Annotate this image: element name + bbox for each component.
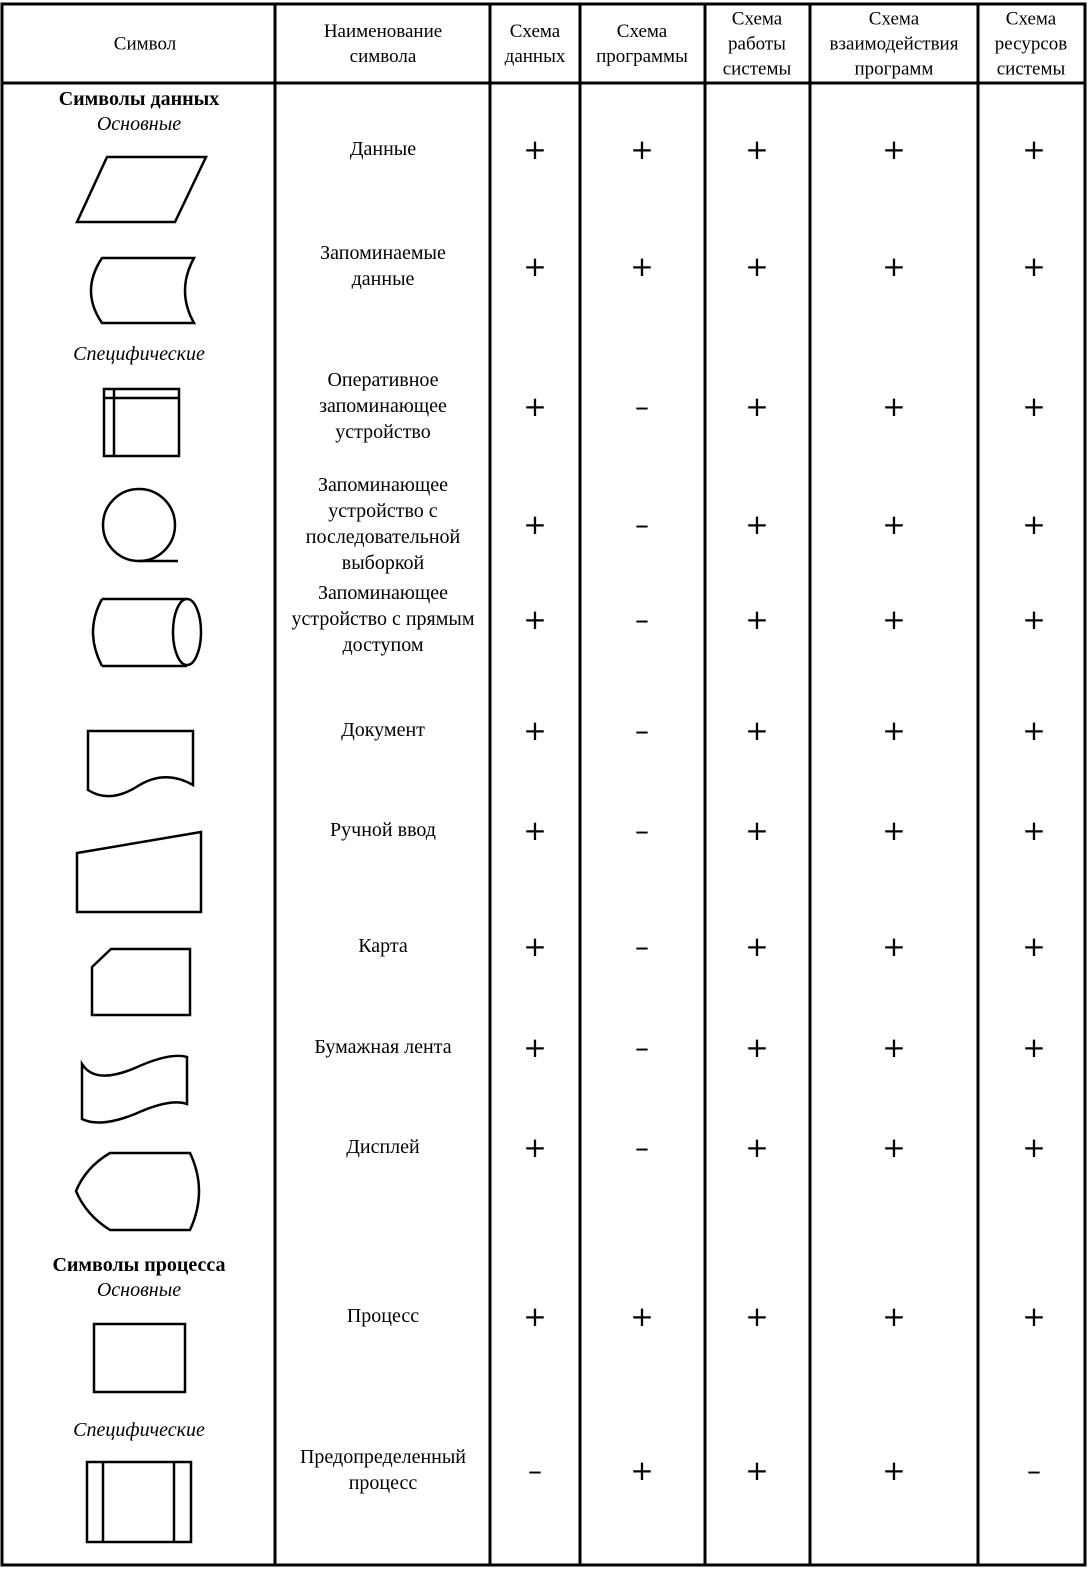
header-data-scheme bbox=[505, 19, 566, 69]
not-applicable-mark: – bbox=[635, 814, 649, 847]
applicable-mark: + bbox=[882, 1131, 906, 1164]
symbol-name-line: устройство с bbox=[328, 500, 438, 522]
applicable-mark: + bbox=[882, 714, 906, 747]
symbol-name-line: Предопределенный bbox=[299, 1446, 467, 1468]
section-process-basic: Основные bbox=[96, 1279, 182, 1301]
applicable-mark: + bbox=[882, 814, 906, 847]
not-applicable-mark: – bbox=[635, 390, 649, 423]
applicable-mark: + bbox=[745, 133, 769, 166]
applicable-mark: + bbox=[882, 508, 906, 541]
applicable-mark: + bbox=[745, 1131, 769, 1164]
applicable-mark: + bbox=[745, 508, 769, 541]
applicable-mark: + bbox=[745, 1454, 769, 1487]
applicable-mark: + bbox=[745, 814, 769, 847]
applicable-mark: + bbox=[523, 133, 547, 166]
not-applicable-mark: – bbox=[635, 1031, 649, 1064]
symbol-name-line: доступом bbox=[342, 634, 424, 656]
symbol-name bbox=[341, 717, 425, 743]
applicable-mark: + bbox=[745, 250, 769, 283]
manual-input-icon bbox=[77, 832, 201, 912]
applicable-mark: + bbox=[523, 814, 547, 847]
symbol-name-line: Дисплей bbox=[346, 1136, 420, 1158]
applicable-mark: + bbox=[1022, 814, 1046, 847]
not-applicable-mark: – bbox=[528, 1454, 542, 1487]
symbol-name bbox=[291, 580, 474, 658]
applicable-mark: + bbox=[1022, 1031, 1046, 1064]
applicable-mark: + bbox=[1022, 1300, 1046, 1333]
symbol-name-line: выборкой bbox=[341, 552, 425, 574]
header-line: Схема bbox=[509, 21, 561, 42]
symbol-name-line: процесс bbox=[348, 1472, 418, 1494]
symbol-name-line: устройство bbox=[335, 421, 431, 443]
symbol-name-line: Бумажная лента bbox=[314, 1036, 452, 1058]
predefined-process-icon bbox=[87, 1462, 191, 1542]
header-line: данных bbox=[504, 46, 566, 67]
header-line: Схема bbox=[1005, 8, 1057, 30]
applicable-mark: + bbox=[630, 133, 654, 166]
symbol-name bbox=[320, 240, 446, 292]
symbol-name-line: устройство с прямым bbox=[291, 608, 475, 630]
header-line: Схема bbox=[616, 21, 668, 42]
applicable-mark: + bbox=[882, 1031, 906, 1064]
applicable-mark: + bbox=[1022, 930, 1046, 963]
applicable-mark: + bbox=[1022, 390, 1046, 423]
process-icon bbox=[94, 1324, 185, 1392]
applicable-mark: + bbox=[745, 930, 769, 963]
applicable-mark: + bbox=[882, 1454, 906, 1487]
sequential-access-storage-icon bbox=[103, 489, 178, 561]
header-name-line: Наименование bbox=[323, 21, 443, 42]
applicable-mark: + bbox=[745, 603, 769, 636]
applicable-mark: + bbox=[1022, 133, 1046, 166]
symbol-name-line: Запоминаемые bbox=[320, 242, 446, 264]
applicable-mark: + bbox=[882, 250, 906, 283]
symbol-name bbox=[350, 136, 416, 162]
symbol-name-line: запоминающее bbox=[319, 395, 447, 417]
applicable-mark: + bbox=[523, 930, 547, 963]
parallelogram-icon bbox=[77, 157, 206, 222]
applicable-mark: + bbox=[523, 508, 547, 541]
symbol-name-line: Документ bbox=[341, 719, 425, 741]
applicable-mark: + bbox=[523, 390, 547, 423]
applicable-mark: + bbox=[630, 1454, 654, 1487]
internal-storage-icon bbox=[104, 389, 179, 456]
header-line: работы bbox=[728, 33, 786, 55]
applicable-mark: + bbox=[745, 714, 769, 747]
header-system-resources-scheme bbox=[995, 7, 1068, 82]
symbol-name-line: данные bbox=[351, 268, 415, 290]
applicable-mark: + bbox=[882, 390, 906, 423]
section-process-title: Символы процесса bbox=[52, 1254, 226, 1276]
applicable-mark: + bbox=[882, 1300, 906, 1333]
symbol-name-line: Запоминающее bbox=[317, 474, 448, 496]
stored-data-icon bbox=[91, 258, 194, 323]
section-data-basic: Основные bbox=[96, 113, 182, 135]
applicable-mark: + bbox=[523, 603, 547, 636]
applicable-mark: + bbox=[1022, 603, 1046, 636]
direct-access-storage-icon bbox=[93, 599, 201, 666]
applicable-mark: + bbox=[1022, 1131, 1046, 1164]
header-line: ресурсов bbox=[994, 33, 1068, 55]
header-line: взаимодействия bbox=[829, 33, 959, 55]
paper-tape-icon bbox=[82, 1056, 187, 1123]
symbol-name-line: Ручной ввод bbox=[330, 819, 436, 841]
header-line: Схема bbox=[868, 8, 920, 30]
header-line: программ bbox=[854, 58, 934, 80]
not-applicable-mark: – bbox=[635, 508, 649, 541]
card-icon bbox=[92, 949, 190, 1015]
not-applicable-mark: – bbox=[1027, 1454, 1041, 1487]
symbol-name bbox=[347, 1303, 419, 1329]
applicable-mark: + bbox=[523, 250, 547, 283]
section-data-specific: Специфические bbox=[73, 343, 205, 365]
applicable-mark: + bbox=[630, 250, 654, 283]
header-system-work-scheme bbox=[723, 7, 792, 82]
applicable-mark: + bbox=[1022, 508, 1046, 541]
not-applicable-mark: – bbox=[635, 930, 649, 963]
symbol-name-line: Карта bbox=[358, 935, 408, 957]
header-symbol-name bbox=[324, 19, 442, 69]
header-line: системы bbox=[996, 58, 1066, 80]
symbol-name bbox=[306, 472, 461, 576]
symbol-name-line: Запоминающее bbox=[318, 582, 448, 604]
symbol-name-line: Данные bbox=[349, 138, 417, 160]
applicable-mark: + bbox=[523, 714, 547, 747]
applicable-mark: + bbox=[745, 1300, 769, 1333]
not-applicable-mark: – bbox=[635, 603, 649, 636]
document-icon bbox=[88, 731, 193, 796]
symbol-name bbox=[358, 933, 408, 959]
applicable-mark: + bbox=[882, 133, 906, 166]
applicable-mark: + bbox=[1022, 714, 1046, 747]
applicable-mark: + bbox=[523, 1300, 547, 1333]
applicable-mark: + bbox=[1022, 250, 1046, 283]
applicable-mark: + bbox=[523, 1131, 547, 1164]
applicable-mark: + bbox=[745, 1031, 769, 1064]
symbol-name bbox=[314, 1034, 451, 1060]
header-line: программы bbox=[596, 46, 688, 67]
applicable-mark: + bbox=[523, 1031, 547, 1064]
applicable-mark: + bbox=[630, 1300, 654, 1333]
symbol-name bbox=[346, 1134, 420, 1160]
applicable-mark: + bbox=[882, 603, 906, 636]
symbol-name-line: последовательной bbox=[305, 526, 461, 548]
header-program-scheme bbox=[596, 19, 688, 69]
applicable-mark: + bbox=[882, 930, 906, 963]
header-line: Схема bbox=[731, 8, 783, 30]
section-data-title: Символы данных bbox=[58, 88, 220, 110]
header-line: системы bbox=[722, 58, 792, 80]
not-applicable-mark: – bbox=[635, 1131, 649, 1164]
header-symbol: Символ bbox=[113, 33, 177, 55]
symbol-name bbox=[319, 367, 447, 445]
symbol-name bbox=[330, 817, 436, 843]
symbol-name-line: Оперативное bbox=[327, 369, 439, 391]
symbol-name-line: Процесс bbox=[346, 1305, 420, 1327]
header-program-interaction-scheme bbox=[830, 7, 959, 82]
display-icon bbox=[76, 1153, 199, 1230]
symbol-name bbox=[300, 1444, 466, 1496]
header-name-line: символа bbox=[349, 46, 417, 67]
not-applicable-mark: – bbox=[635, 714, 649, 747]
section-process-specific: Специфические bbox=[73, 1419, 205, 1441]
applicable-mark: + bbox=[745, 390, 769, 423]
